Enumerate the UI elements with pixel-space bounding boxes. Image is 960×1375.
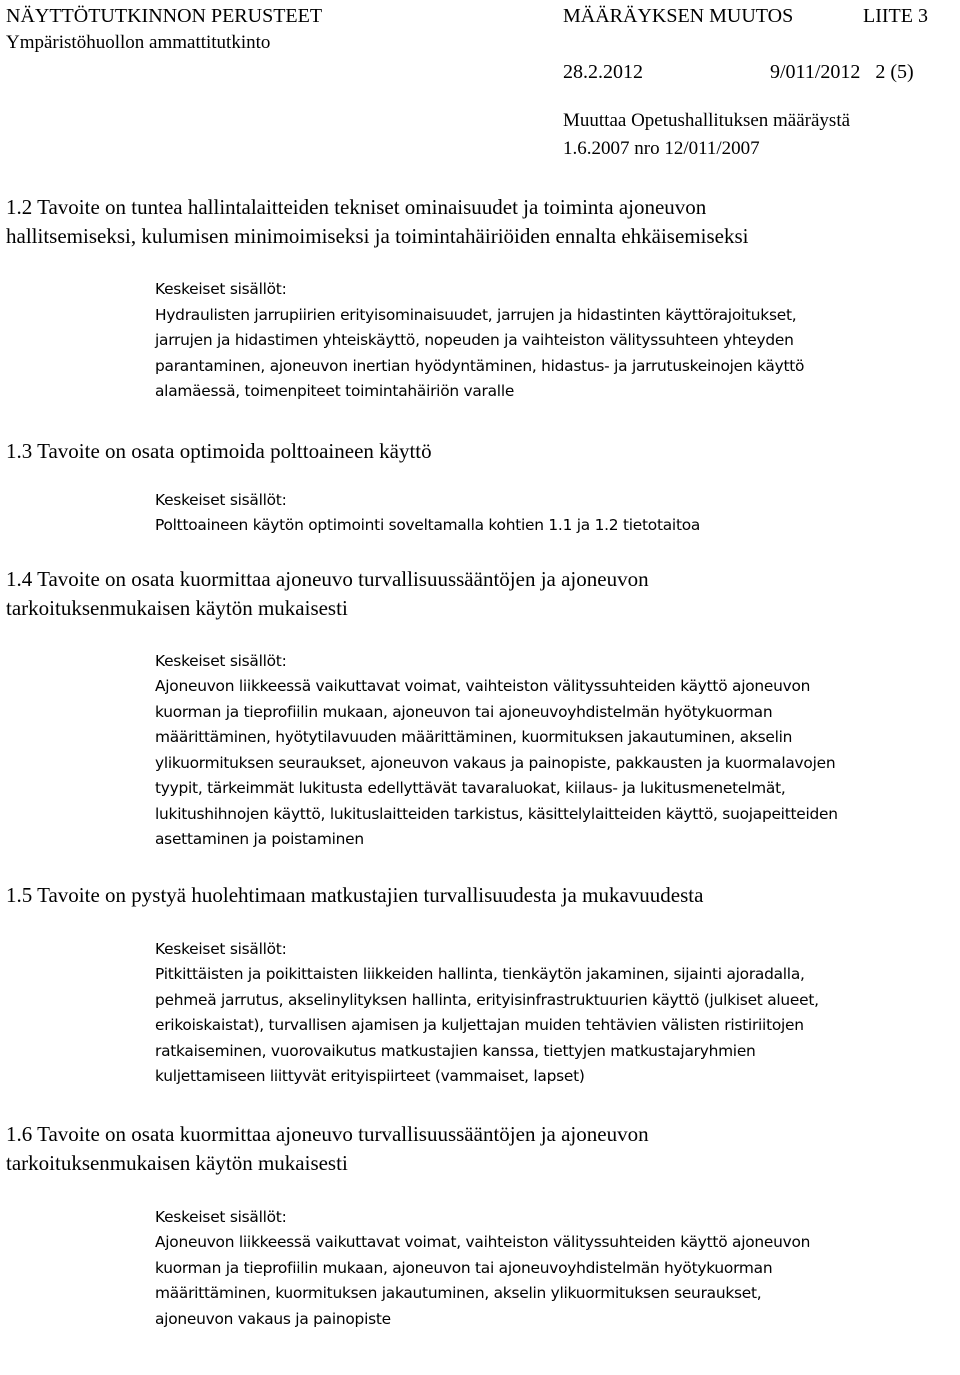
heading-line: tarkoituksenmukaisen käytön mukaisesti <box>6 1150 348 1175</box>
header-doc-number: 9/011/2012 2 (5) <box>770 61 914 83</box>
key-contents <box>155 277 956 405</box>
key-contents-label: Keskeiset sisällöt: <box>155 490 287 509</box>
header-modifies-line-2: 1.6.2007 nro 12/011/2007 <box>563 138 760 159</box>
content-line: alamäessä, toimenpiteet toimintahäiriön varalle <box>155 382 515 400</box>
section-1-4 <box>6 565 956 853</box>
content-line: määrittäminen, kuormituksen jakautuminen, akselin ylikuormituksen seuraukset, <box>155 1284 762 1302</box>
section-1-3 <box>6 437 956 539</box>
header-appendix: LIITE 3 <box>863 5 928 27</box>
key-contents-label: Keskeiset sisällöt: <box>155 1207 287 1226</box>
content-line: jarrujen ja hidastimen yhteiskäyttö, nopeuden ja vaihteiston välityssuhteen yhteyden <box>155 331 794 349</box>
key-contents <box>155 649 956 853</box>
content-line: määrittäminen, hyötytilavuuden määrittäminen, kuormituksen jakautuminen, akselin <box>155 728 793 746</box>
heading-line: 1.3 Tavoite on osata optimoida polttoaineen käyttö <box>6 438 432 463</box>
content-line: tyypit, tärkeimmät lukitusta edellyttävät tavaraluokat, kiilaus- ja lukitusmenetelmät, <box>155 779 786 797</box>
content-line: Hydraulisten jarrupiirien erityisominaisuudet, jarrujen ja hidastinten käyttörajoitukset, <box>155 305 797 324</box>
heading-line: 1.5 Tavoite on pystyä huolehtimaan matkustajien turvallisuudesta ja mukavuudesta <box>6 882 704 907</box>
heading-line: tarkoituksenmukaisen käytön mukaisesti <box>6 595 348 620</box>
content-line: Ajoneuvon liikkeessä vaikuttavat voimat, vaihteiston välityssuhteiden käyttö ajoneuvon <box>155 1233 811 1251</box>
key-contents <box>155 937 956 1090</box>
heading-line: hallitsemiseksi, kulumisen minimoimiseksi ja toimintahäiriöiden ennalta ehkäisemiseksi <box>6 224 749 248</box>
section-heading <box>6 881 956 910</box>
content-line: ajoneuvon vakaus ja painopiste <box>155 1309 391 1328</box>
section-1-6 <box>6 1120 956 1333</box>
content-line: kuorman ja tieprofiilin mukaan, ajoneuvon tai ajoneuvoyhdistelmän hyötykuorman <box>155 1258 773 1277</box>
content-line: parantaminen, ajoneuvon inertian hyödyntäminen, hidastus- ja jarrutuskeinojen käyttö <box>155 356 805 375</box>
section-heading <box>6 565 956 623</box>
section-heading <box>6 193 956 251</box>
heading-line: 1.6 Tavoite on osata kuormittaa ajoneuvo turvallisuussääntöjen ja ajoneuvon <box>6 1121 649 1146</box>
content-line: erikoiskaistat), turvallisen ajamisen ja kuljettajan muiden tehtävien välisten ristiriitojen <box>155 1016 804 1034</box>
document-body <box>6 193 956 1332</box>
header-modifies-line-1: Muuttaa Opetushallituksen määräystä <box>563 110 851 131</box>
content-line: Pitkittäisten ja poikittaisten liikkeiden hallinta, tienkäytön jakaminen, sijainti ajoradalla, <box>155 965 805 983</box>
key-contents <box>155 488 956 539</box>
key-contents <box>155 1205 956 1333</box>
section-heading <box>6 1120 956 1178</box>
content-line: ylikuormituksen seuraukset, ajoneuvon vakaus ja painopiste, pakkausten ja kuormalavojen <box>155 753 836 772</box>
key-contents-label: Keskeiset sisällöt: <box>155 280 287 298</box>
section-heading <box>6 437 956 466</box>
content-line: lukitushihnojen käyttö, lukituslaitteiden tarkistus, käsittelylaitteiden käyttö, suojapeitteiden <box>155 804 838 823</box>
content-line: asettaminen ja poistaminen <box>155 830 364 848</box>
content-line: Polttoaineen käytön optimointi soveltamalla kohtien 1.1 ja 1.2 tietotaitoa <box>155 516 701 534</box>
header-date: 28.2.2012 <box>563 61 643 83</box>
content-line: Ajoneuvon liikkeessä vaikuttavat voimat, vaihteiston välityssuhteiden käyttö ajoneuvon <box>155 677 811 695</box>
header-left-title: NÄYTTÖTUTKINNON PERUSTEET <box>6 5 323 27</box>
heading-line: 1.2 Tavoite on tuntea hallintalaitteiden tekniset ominaisuudet ja toiminta ajoneuvon <box>6 195 707 219</box>
heading-line: 1.4 Tavoite on osata kuormittaa ajoneuvo turvallisuussääntöjen ja ajoneuvon <box>6 566 649 591</box>
header-right-title: MÄÄRÄYKSEN MUUTOS <box>563 5 794 27</box>
header-left-subtitle: Ympäristöhuollon ammattitutkinto <box>6 32 271 53</box>
content-line: ratkaiseminen, vuorovaikutus matkustajien kanssa, tiettyjen matkustajaryhmien <box>155 1041 756 1060</box>
content-line: kuorman ja tieprofiilin mukaan, ajoneuvon tai ajoneuvoyhdistelmän hyötykuorman <box>155 702 773 721</box>
key-contents-label: Keskeiset sisällöt: <box>155 651 287 670</box>
content-line: pehmeä jarrutus, akselinylityksen hallinta, erityisinfrastruktuurien käyttö (julkiset alueet, <box>155 990 819 1009</box>
key-contents-label: Keskeiset sisällöt: <box>155 939 287 958</box>
section-1-2 <box>6 193 956 405</box>
section-1-5 <box>6 881 956 1090</box>
content-line: kuljettamiseen liittyvät erityispiirteet (vammaiset, lapset) <box>155 1067 585 1085</box>
